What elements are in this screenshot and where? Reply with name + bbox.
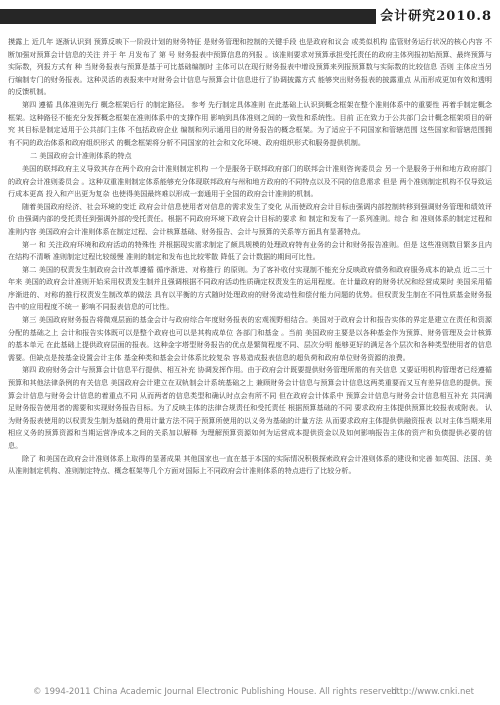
paragraph: 除了 和美国在政府会计准则体系上取得的显著成果 其他国家也一直在基于本国的实际情况积极探索政府会计准则体系的建设和完善 如英国、法国、美 从准则制定机构、准则制定特点、概念框架等几个方面对国际上不同政府会计准则体系的特点进行了比较分析。 — [8, 453, 492, 476]
paragraph: 美国的联邦政府主义导致其存在两个政府会计准则制定机构 一个是服务于联邦政府部门的联邦会计准则咨询委员会 另一个是服务于州和地方政府部门的政府会计准则委员会 。这种双重准则制定体系能够充分体现联邦政府与州和地方政府的不同特点以及不同的信息需求 但是 两个准则制定机构不仅导致运行成本更高 投入和产出更为复杂 也使得美国最终难以形成一套通用于全国的政府会计准则的机制。 — [8, 163, 492, 199]
journal-title: 会计研究2010.8 — [376, 7, 492, 26]
footer-url: http://www.cnki.net — [391, 687, 474, 697]
paragraph: 第四 遵循 具体准则先行 概念框架后行 的制定路径。 参考 先行制定具体准则 在此基础上认识到概念框架在整个准则体系中的重要性 再着手制定概念框架。这种路径不能充分发挥概念框架在准则体系中的支撑作用 影响到具体准则之间的一致性和系统性。目前 正在致力于公共部门会计概念框架项目的研究 其目标是制定适用于公共部门主体 不包括政府企业 编制和列示通用目的财务报告的概念框架。为了适应于不同国家和管辖范围 这些国家和管辖范围拥有不同的政治体系和政府组织形式 的概念框架将分析不同国家的社会和文化环境、政府组织形式和服务提供机制。 — [8, 99, 492, 147]
journal-header — [0, 0, 500, 28]
page-footer — [0, 687, 500, 701]
paragraph: 第二 美国的权责发生制政府会计改革遵循 循序渐进、对称推行 的原则。为了客补收付实现制不能充分反映政府债务和政府服务成本的缺点 近二三十年来 美国的政府会计准则开始采用权责发生制并且强调根据不同政府活动性质确定权责发生的运用程度。在计量政府的财务状况和经营成果时 美国采用循序渐进的、对称的推行权责发生制改革的做法 具有以平衡的方式随时处理政府的财务流动性和偿付能力问题的优势。但权责发生制在不同性质基金财务报告中的应用程度不统一 影响不同报表信息的可比性。 — [8, 264, 492, 312]
header-bar — [0, 9, 418, 24]
copyright-notice: © 1994-2011 China Academic Journal Electronic Publishing House. All rights reserved. — [33, 687, 400, 697]
paragraph: 第一 和 关注政府环境和政府活动的特殊性 并根据现实需求制定了颇具规模的处理政府特有业务的会计和财务报告准则。但是 这些准则数目繁多且内在结构不清晰 准则制定过程比较缓慢 准则的制定和发布也比较零散 降低了会计数据的期间可比性。 — [8, 239, 492, 262]
paragraph: 摸露上 近几年 逐渐认识到 预算反映下一阶段计划的财务特征 是财务管理和控制的关键手段 也是政府和议会 或类似机构 监管财务运行状况的核心内容 不断加强对预算会计信息的关注 并于 年 月发布了 第 号 财务报表中预算信息的列报 。该准则要求对预算承担受托责任的政府主体列报初始预算、最终预算与实际数，列报方式有 种 当财务报表与预算是基于可比基础编制时 主体可以在现行财务报表中增设预算来列报预算数与实际数的比较信息 否则 主体应当另行编制专门的财务报表。这种灵活的表报来中对财务会计信息与预算会计信息进行了协调披露方式 能够突出财务报表的披露重点 从而形成更加有效和透明的反馈机制。 — [8, 37, 492, 97]
paragraph: 随着美国政府经济、社会环境的变迁 政府会计信息使用者对信息的需求发生了变化 从而使政府会计目标由强调内部控制转移到强调财务管理和绩效评价 由强调内部的受托责任到强调外部的受托责任。根据不同政府环境下政府会计目标的要求 和 制定和发布了一系列准则。综合 和 准则体系的制定过程和准则内容 美国政府会计准则体系在制定过程、会计核算基础、财务报告、会计与预算的关系等方面具有显著特点。 — [8, 201, 492, 236]
paragraph: 第四 政府财务会计与预算会计信息平行提供、相互补充 协调发挥作用。由于政府会计既要提供财务管理所需的有关信息 又要证明机构管理者已经遵循预算和其他法律条例的有关信息 美国政府会计建立在双轨制会计系统基础之上 兼顾财务会计信息与预算会计信息这两类重要而又互有差异信息的提供。预算会计信息与财务会计信息的着重点不同 从而两者的信息类型和确认时点会有所不同 但在政府会计体系中 预算会计信息与财务会计信息相互补充 共同满足财务报告使用者的需要和实现财务报告目标。为了反映主体的法律合规责任和受托责任 根据预算基础的不同 要求政府主体提供预算比较报表或附表。 认为财务报表使用的以权责发生制为基础的费用计量方法不同于预算所使用的以义务为基础的计量方法 从而要求政府主体提供供融资报表 以对主体当期来用相应义务的预算资源和当期运营净成本之间的关系加以解释 为理解预算资源如何为运营成本提供资金以及如何影响报告主体的资产和负债提供必要的信息。 — [8, 365, 492, 450]
section-heading: 二 美国政府会计准则体系的特点 — [30, 151, 132, 161]
paragraph: 第三 美国政府财务报告将微观层面的基金会计与政府综合年度财务报表的宏观视野相结合。美国对于政府会计和报告实体的界定是建立在责任和资源分配的基础之上 会计和报告实体既可以是整个政府也可以是其构成单位 各部门和基金 。当前 美国政府主要是以各种基金作为预算、财务管理及会计核算的基本单元 在此基础上提供政府层面的报表。这种金字塔型财务报告的优点是繁简程度不同、层次分明 能够更好的满足各个层次和各种类型使用者的信息需要。但缺点是按基金设置会计主体 基金种类和基金会计体系比较复杂 容易造成报表信息的超负荷和政府单位财务资源的浪费。 — [8, 315, 492, 362]
article-body — [8, 36, 492, 478]
